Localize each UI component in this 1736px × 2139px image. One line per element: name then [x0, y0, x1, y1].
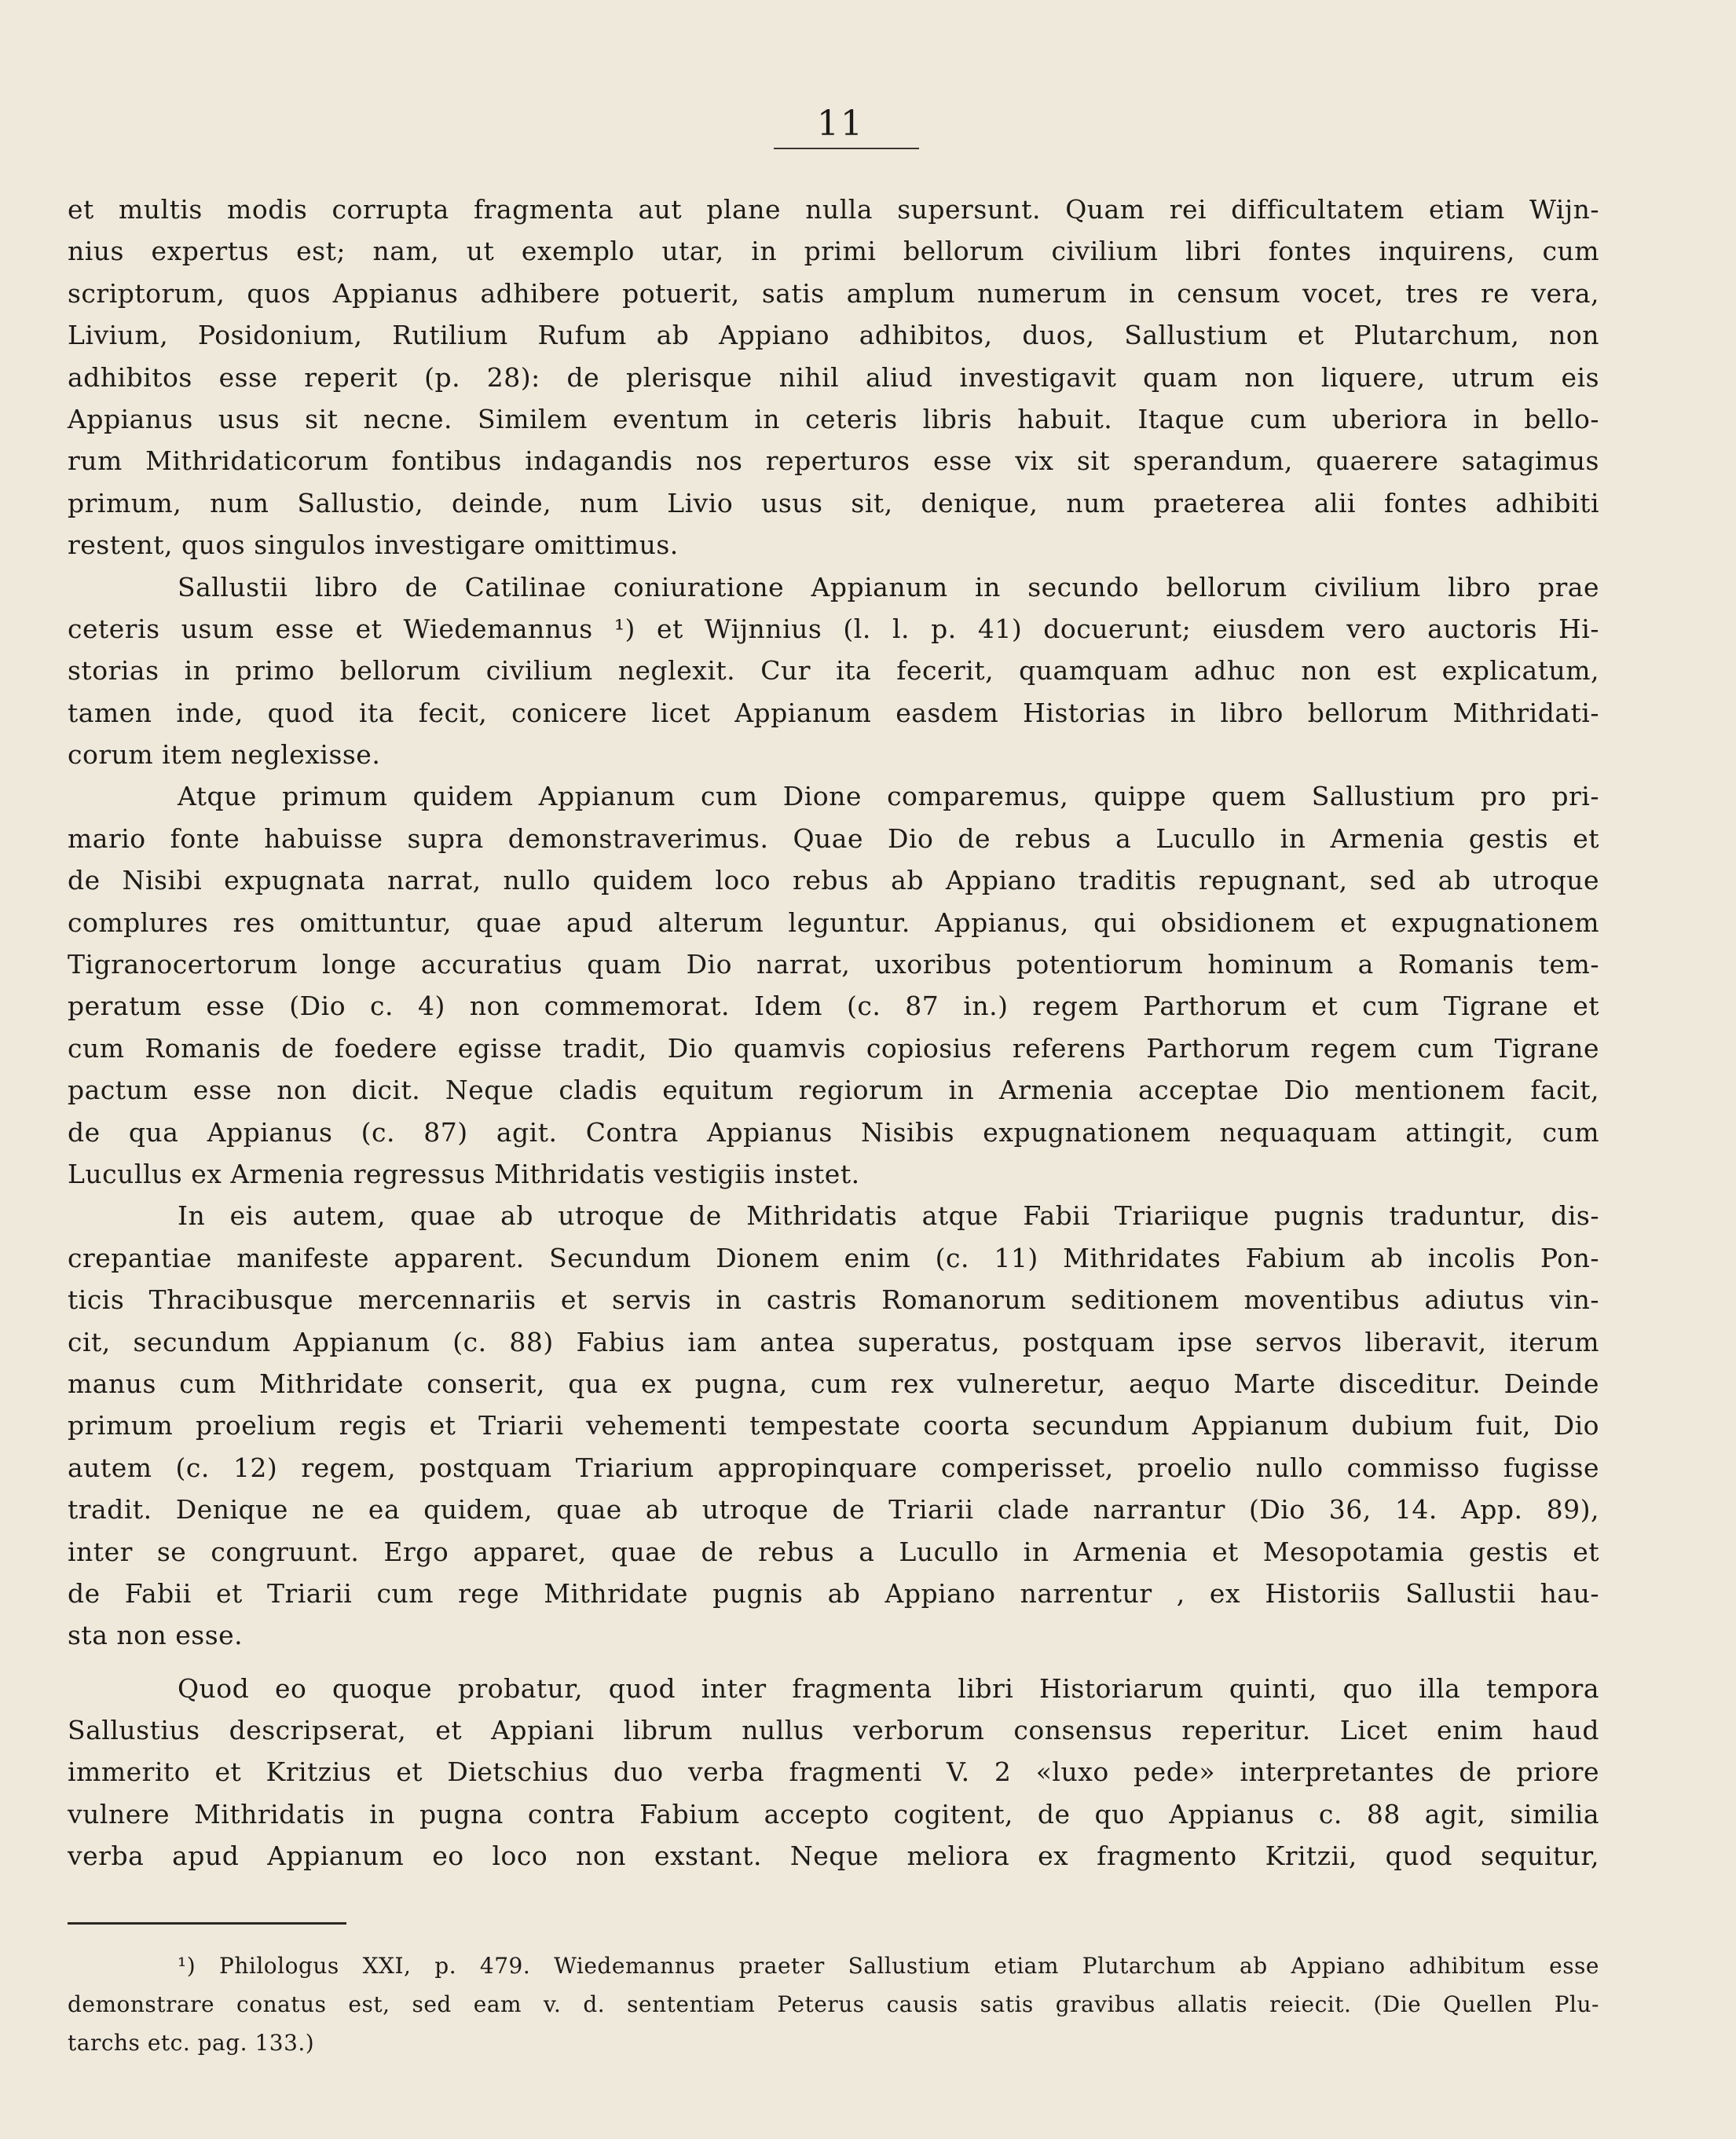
text-line: nius expertus est; nam, ut exemplo utar, in primi bellorum civilium libri fontes inquirens, cum — [68, 236, 1599, 267]
text-line: primum, num Sallustio, deinde, num Livio usus sit, denique, num praeterea alii fontes adhibiti — [68, 487, 1599, 518]
text-line: Sallustius descripserat, et Appiani librum nullus verborum consensus reperitur. Licet enim haud — [68, 1715, 1599, 1746]
footnote-line: tarchs etc. pag. 133.) — [68, 2030, 315, 2056]
text-line: manus cum Mithridate conserit, qua ex pugna, cum rex vulneretur, aequo Marte disceditur. Deinde — [68, 1368, 1599, 1399]
text-line: primum proelium regis et Triarii vehementi tempestate coorta secundum Appianum dubium fuit, Dio — [68, 1410, 1599, 1441]
text-line: scriptorum, quos Appianus adhibere potuerit, satis amplum numerum in censum vocet, tres re vera, — [68, 277, 1599, 309]
text-line: immerito et Kritzius et Dietschius duo verba fragmenti V. 2 «luxo pede» interpretantes de priore — [68, 1756, 1599, 1788]
text-line: vulnere Mithridatis in pugna contra Fabium accepto cogitent, de quo Appianus c. 88 agit, similia — [68, 1798, 1599, 1830]
text-line: In eis autem, quae ab utroque de Mithridatis atque Fabii Triariique pugnis traduntur, dis- — [178, 1200, 1599, 1232]
text-line: Appianus usus sit necne. Similem eventum in ceteris libris habuit. Itaque cum uberiora in bello- — [68, 403, 1599, 434]
text-line: Quod eo quoque probatur, quod inter fragmenta libri Historiarum quinti, quo illa tempora — [178, 1672, 1599, 1704]
paragraph-2 — [68, 566, 1599, 776]
text-line: crepantiae manifeste apparent. Secundum Dionem enim (c. 11) Mithridates Fabium ab incolis Pon- — [68, 1242, 1599, 1273]
footnote-rule — [68, 1922, 346, 1925]
text-line: de qua Appianus (c. 87) agit. Contra Appianus Nisibis expugnationem nequaquam attingit, cum — [68, 1116, 1599, 1148]
footnote-1 — [68, 1947, 1599, 2062]
text-line: storias in primo bellorum civilium neglexit. Cur ita fecerit, quamquam adhuc non est explicatum, — [68, 655, 1599, 687]
text-line: ceteris usum esse et Wiedemannus ¹) et Wijnnius (l. l. p. 41) docuerunt; eiusdem vero auctoris Hi- — [68, 613, 1599, 644]
text-line: rum Mithridaticorum fontibus indagandis nos reperturos esse vix sit sperandum, quaerere satagimus — [68, 445, 1599, 477]
text-line: adhibitos esse reperit (p. 28): de plerisque nihil aliud investigavit quam non liquere, utrum eis — [68, 361, 1599, 393]
text-line: de Fabii et Triarii cum rege Mithridate pugnis ab Appiano narrentur , ex Historiis Sallustii hau- — [68, 1577, 1599, 1609]
body-text — [68, 189, 1599, 1877]
text-line: Tigranocertorum longe accuratius quam Dio narrat, uxoribus potentiorum hominum a Romanis tem- — [68, 949, 1599, 980]
text-line: mario fonte habuisse supra demonstraverimus. Quae Dio de rebus a Lucullo in Armenia gestis et — [68, 822, 1599, 854]
page-number: 11 — [817, 104, 864, 144]
text-line: cit, secundum Appianum (c. 88) Fabius iam antea superatus, postquam ipse servos liberavit, iterum — [68, 1326, 1599, 1357]
footnotes — [68, 1947, 1599, 2062]
text-line: Sallustii libro de Catilinae coniuratione Appianum in secundo bellorum civilium libro prae — [178, 571, 1599, 603]
footnote-line: demonstrare conatus est, sed eam v. d. sententiam Peterus causis satis gravibus allatis reiecit. (Die Quellen Plu- — [68, 1991, 1599, 2017]
text-line: verba apud Appianum eo loco non exstant. Neque meliora ex fragmento Kritzii, quod sequitur, — [68, 1840, 1599, 1872]
text-line: cum Romanis de foedere egisse tradit, Dio quamvis copiosius referens Parthorum regem cum Tigrane — [68, 1032, 1599, 1064]
text-line: Lucullus ex Armenia regressus Mithridatis vestigiis instet. — [68, 1158, 860, 1189]
text-line: corum item neglexisse. — [68, 739, 381, 771]
text-line: sta non esse. — [68, 1620, 244, 1651]
text-line: inter se congruunt. Ergo apparet, quae de rebus a Lucullo in Armenia et Mesopotamia gestis et — [68, 1536, 1599, 1567]
paragraph-1 — [68, 189, 1599, 566]
text-line: restent, quos singulos investigare omittimus. — [68, 529, 679, 561]
text-line: Atque primum quidem Appianum cum Dione comparemus, quippe quem Sallustium pro pri- — [178, 781, 1599, 812]
paragraph-4 — [68, 1195, 1599, 1656]
header-rule — [774, 148, 919, 149]
text-line: et multis modis corrupta fragmenta aut plane nulla supersunt. Quam rei difficultatem etiam Wijn- — [68, 194, 1599, 225]
text-line: complures res omittuntur, quae apud alterum leguntur. Appianus, qui obsidionem et expugnationem — [68, 907, 1599, 938]
paragraph-5 — [68, 1668, 1599, 1877]
text-line: de Nisibi expugnata narrat, nullo quidem loco rebus ab Appiano traditis repugnant, sed ab utroque — [68, 865, 1599, 896]
text-line: tamen inde, quod ita fecit, conicere licet Appianum easdem Historias in libro bellorum Mithridati- — [68, 697, 1599, 728]
text-line: peratum esse (Dio c. 4) non commemorat. Idem (c. 87 in.) regem Parthorum et cum Tigrane et — [68, 991, 1599, 1022]
text-line: pactum esse non dicit. Neque cladis equitum regiorum in Armenia acceptae Dio mentionem facit, — [68, 1075, 1599, 1106]
footnote-line: ¹) Philologus XXI, p. 479. Wiedemannus praeter Sallustium etiam Plutarchum ab Appiano adhibitum esse — [178, 1953, 1599, 1979]
paragraph-3 — [68, 775, 1599, 1195]
text-line: ticis Thracibusque mercennariis et servis in castris Romanorum seditionem moventibus adiutus vin- — [68, 1284, 1599, 1316]
text-line: tradit. Denique ne ea quidem, quae ab utroque de Triarii clade narrantur (Dio 36, 14. App. 89), — [68, 1494, 1599, 1526]
text-line: autem (c. 12) regem, postquam Triarium appropinquare comperisset, proelio nullo commisso fugisse — [68, 1452, 1599, 1483]
text-line: Livium, Posidonium, Rutilium Rufum ab Appiano adhibitos, duos, Sallustium et Plutarchum, non — [68, 320, 1599, 351]
